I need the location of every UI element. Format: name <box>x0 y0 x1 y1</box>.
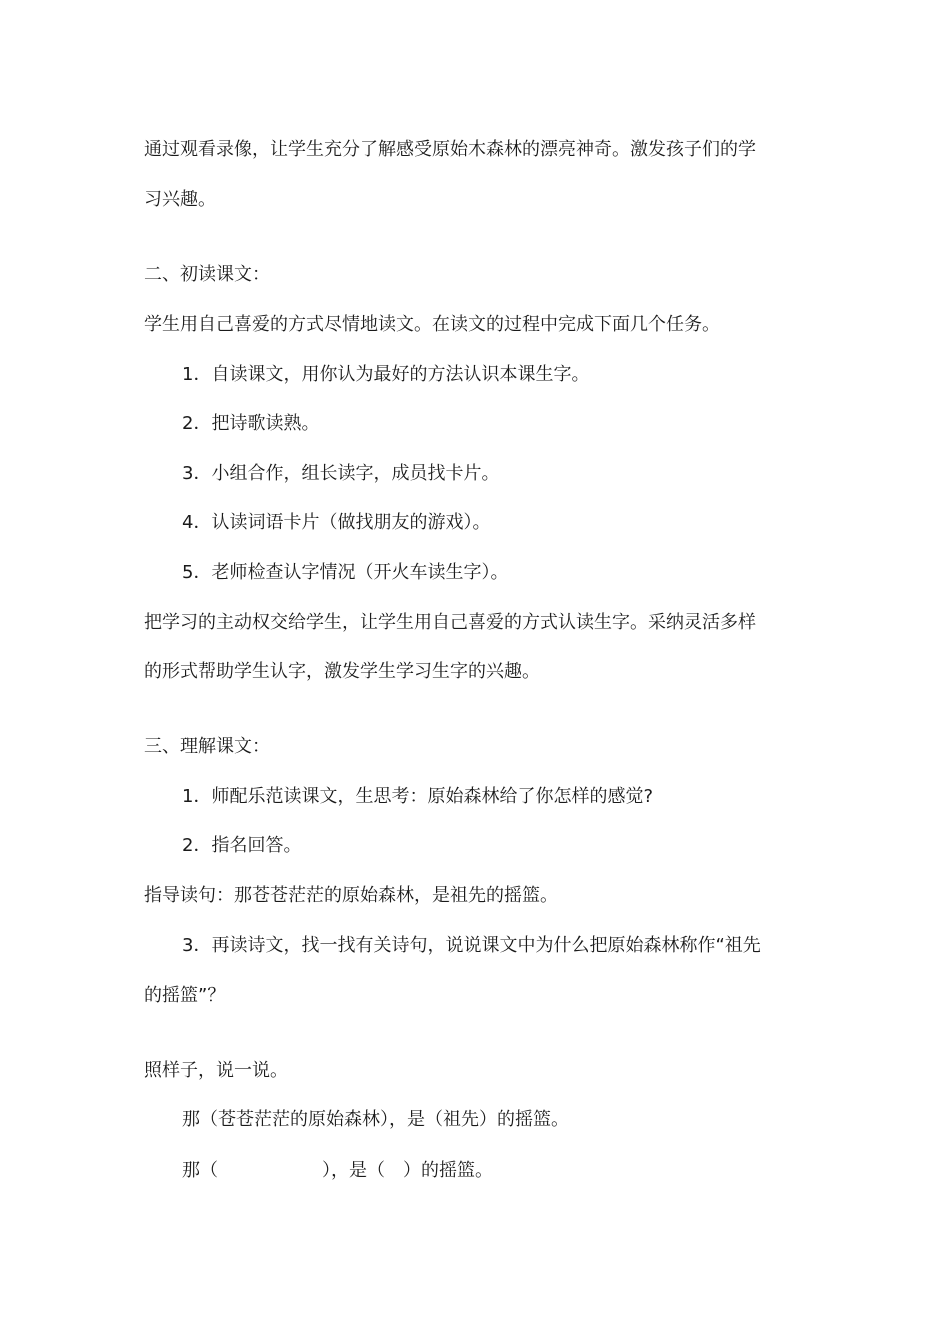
task-item-5: 5．老师检查认字情况（开火车读生字）。 <box>182 562 509 583</box>
task-item-4: 4．认读词语卡片（做找朋友的游戏）。 <box>182 512 491 533</box>
fill-text-part-3: ）的摇篮。 <box>403 1160 493 1181</box>
fill-in-blank-sentence <box>182 1159 493 1183</box>
task-item-3: 3．小组合作，组长读字，成员找卡片。 <box>182 463 500 484</box>
section-3-step-3-line-2: 的摇篮”？ <box>144 985 226 1006</box>
example-sentence: 那（苍苍茫茫的原始森林），是（祖先）的摇篮。 <box>182 1109 569 1130</box>
section-3-step-1: 1．师配乐范读课文，生思考：原始森林给了你怎样的感觉? <box>182 786 654 807</box>
section-2-note-line-1: 把学习的主动权交给学生，让学生用自己喜爱的方式认读生字。采纳灵活多样 <box>144 612 756 633</box>
task-item-2: 2．把诗歌读熟。 <box>182 413 320 434</box>
section-2-heading: 二、初读课文： <box>144 264 270 285</box>
section-3-heading: 三、理解课文： <box>144 736 270 757</box>
section-3-step-3-line-1: 3．再读诗文，找一找有关诗句，说说课文中为什么把原始森林称作“祖先 <box>182 935 761 956</box>
example-heading: 照样子，说一说。 <box>144 1060 288 1081</box>
section-3-step-2: 2．指名回答。 <box>182 835 302 856</box>
intro-paragraph-line-1: 通过观看录像，让学生充分了解感受原始木森林的漂亮神奇。激发孩子们的学 <box>144 139 756 160</box>
task-item-1: 1．自读课文，用你认为最好的方法认识本课生字。 <box>182 364 590 385</box>
fill-text-part-2: ），是（ <box>322 1160 385 1181</box>
fill-text-part-1: 那（ <box>182 1160 218 1181</box>
section-2-intro: 学生用自己喜爱的方式尽情地读文。在读文的过程中完成下面几个任务。 <box>144 314 720 335</box>
section-2-note-line-2: 的形式帮助学生认字，激发学生学习生字的兴趣。 <box>144 661 540 682</box>
intro-paragraph-line-2: 习兴趣。 <box>144 189 216 210</box>
guided-reading-sentence: 指导读句：那苍苍茫茫的原始森林，是祖先的摇篮。 <box>144 885 558 906</box>
